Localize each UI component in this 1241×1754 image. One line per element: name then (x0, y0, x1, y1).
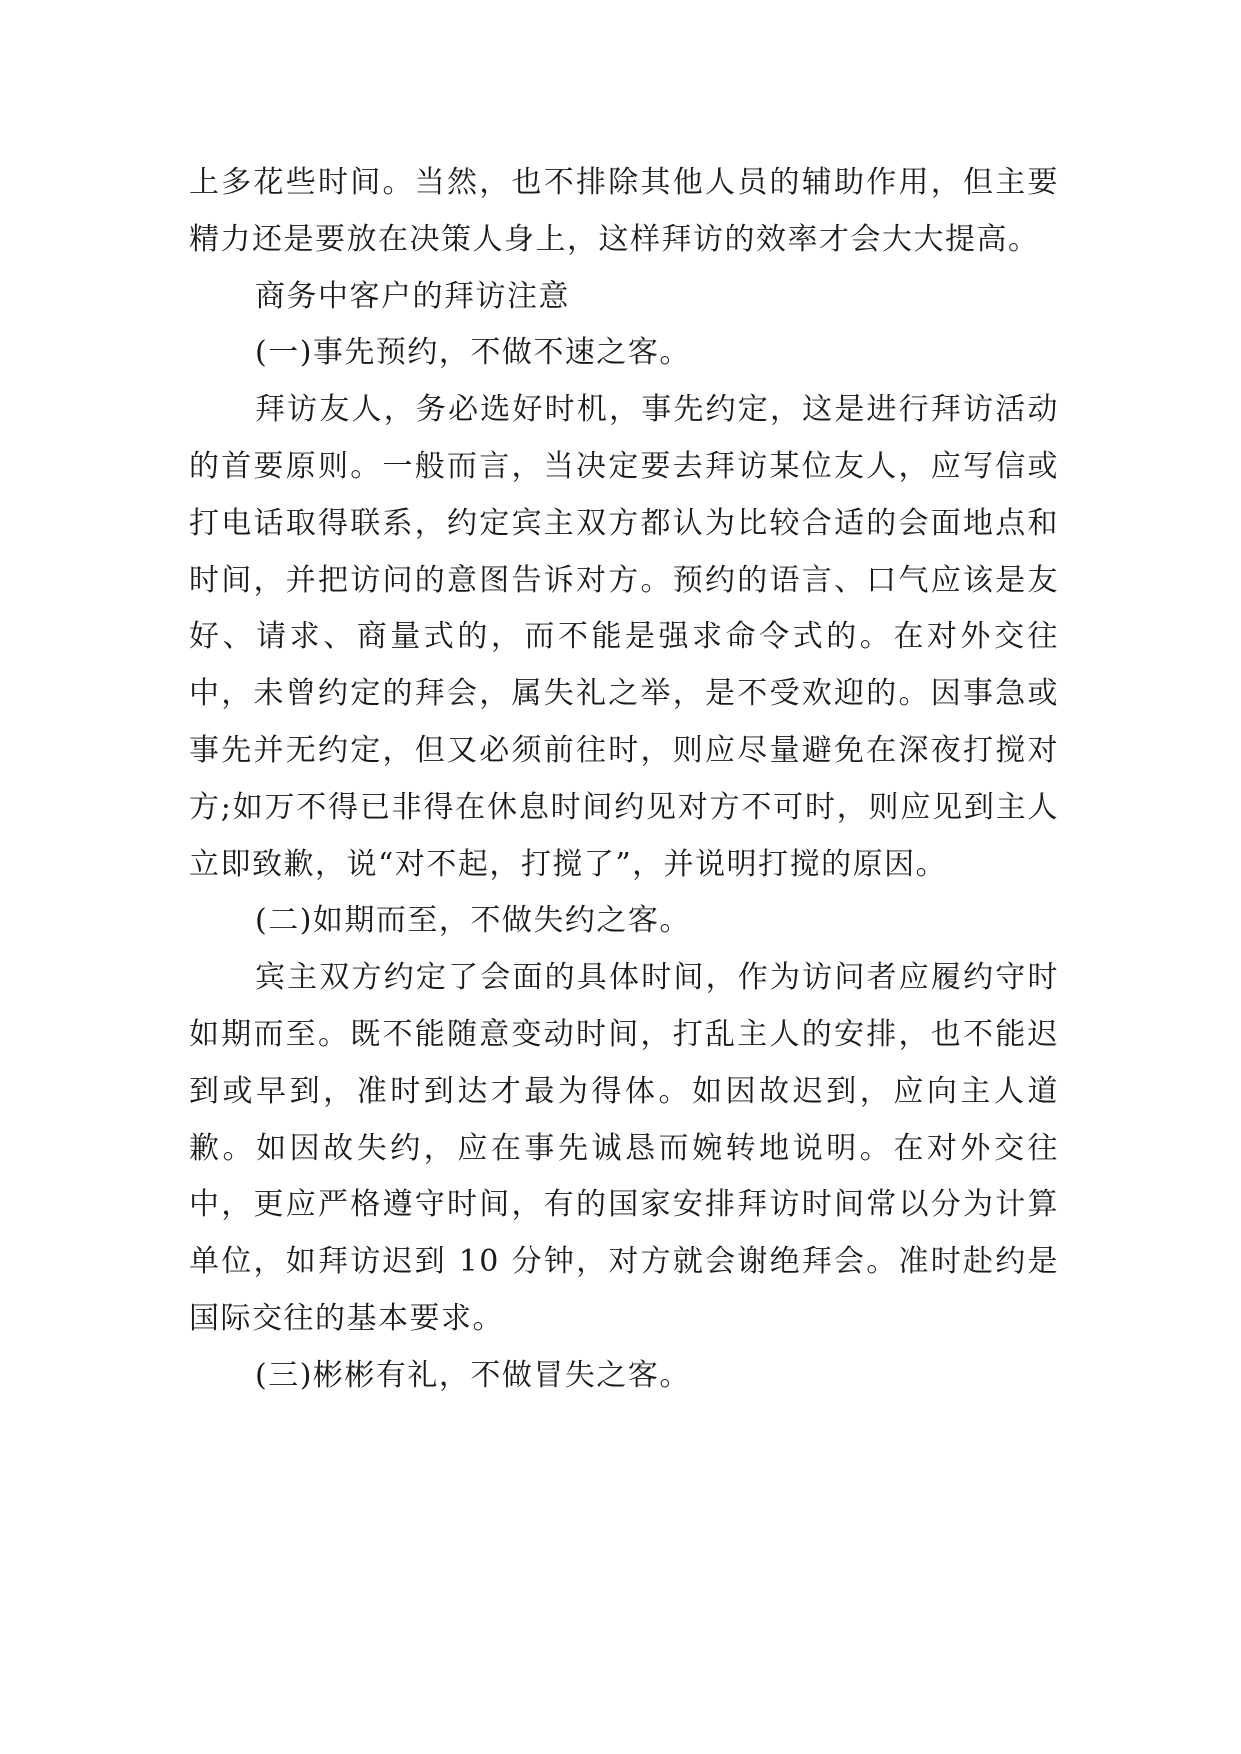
paragraph-intro-continuation: 上多花些时间。当然，也不排除其他人员的辅助作用，但主要精力还是要放在决策人身上，这样拜访的效率才会大大提高。 (189, 165, 1059, 257)
subheading-punctuality: (二)如期而至，不做失约之客。 (255, 903, 691, 939)
paragraph-appointment: 拜访友人，务必选好时机，事先约定，这是进行拜访活动的首要原则。一般而言，当决定要去拜访某位友人，应写信或打电话取得联系，约定宾主双方都认为比较合适的会面地点和时间，并把访问的意图告诉对方。预约的语言、口气应该是友好、请求、商量式的，而不能是强求命令式的。在对外交往中，未曾约定的拜会，属失礼之举，是不受欢迎的。因事急或事先并无约定，但又必须前往时，则应尽量避免在深夜打搅对方;如万不得已非得在休息时间约见对方不可时，则应见到主人立即致歉，说“对不起，打搅了”，并说明打搅的原因。 (189, 392, 1059, 882)
subheading-courtesy: (三)彬彬有礼，不做冒失之客。 (255, 1357, 691, 1393)
subheading-appointment: (一)事先预约，不做不速之客。 (255, 335, 691, 371)
document-body (189, 155, 1059, 1405)
section-heading: 商务中客户的拜访注意 (255, 278, 570, 314)
paragraph-punctuality: 宾主双方约定了会面的具体时间，作为访问者应履约守时如期而至。既不能随意变动时间，打乱主人的安排，也不能迟到或早到，准时到达才最为得体。如因故迟到，应向主人道歉。如因故失约，应在事先诚恳而婉转地说明。在对外交往中，更应严格遵守时间，有的国家安排拜访时间常以分为计算单位，如拜访迟到 10 分钟，对方就会谢绝拜会。准时赴约是国际交往的基本要求。 (189, 960, 1059, 1336)
